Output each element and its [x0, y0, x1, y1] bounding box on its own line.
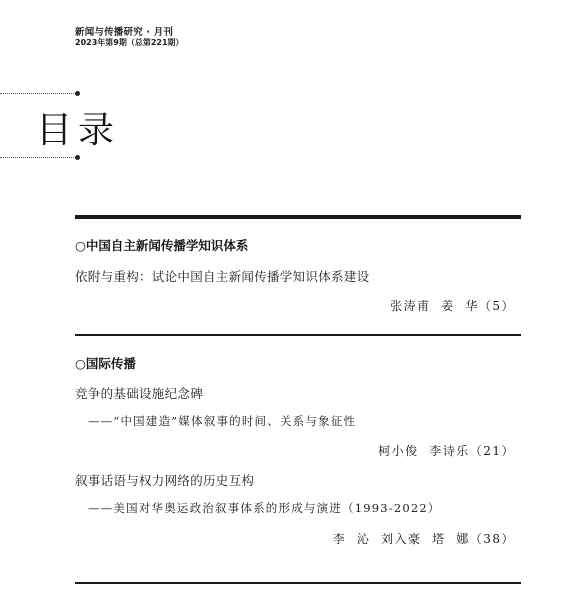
thin-divider: [75, 334, 521, 336]
section-marker-icon: ○: [75, 356, 86, 371]
section-heading: [75, 236, 248, 254]
article-byline: 柯小俊 李诗乐（21）: [378, 444, 515, 458]
article-byline: 张涛甫 姜 华（5）: [390, 299, 515, 313]
article-subtitle: ——美国对华奥运政治叙事体系的形成与演进（1993-2022）: [88, 501, 441, 515]
article-subtitle: ——“中国建造”媒体叙事的时间、关系与象征性: [88, 414, 357, 428]
section-heading-text: 国际传播: [85, 356, 136, 371]
section-heading-text: 中国自主新闻传播学知识体系: [85, 238, 249, 253]
article-title[interactable]: 竞争的基础设施纪念碑: [75, 386, 204, 401]
thin-divider: [75, 582, 521, 584]
dotted-rule-top-end: [75, 91, 80, 96]
article-title[interactable]: 依附与重构：试论中国自主新闻传播学知识体系建设: [75, 269, 370, 284]
dotted-rule-top: [0, 93, 76, 94]
section-heading: [75, 354, 136, 372]
dotted-rule-bottom: [0, 157, 76, 158]
thick-divider: [75, 215, 521, 219]
journal-issue: 2023年第9期（总第221期）: [75, 38, 184, 47]
journal-name: 新闻与传播研究 · 月刊: [75, 27, 174, 38]
section-marker-icon: ○: [75, 238, 86, 253]
page-title: 目录: [36, 110, 121, 151]
article-byline: 李 沁 刘入豪 塔 娜（38）: [332, 532, 515, 546]
article-title[interactable]: 叙事话语与权力网络的历史互构: [75, 473, 255, 488]
dotted-rule-bottom-end: [75, 155, 80, 160]
